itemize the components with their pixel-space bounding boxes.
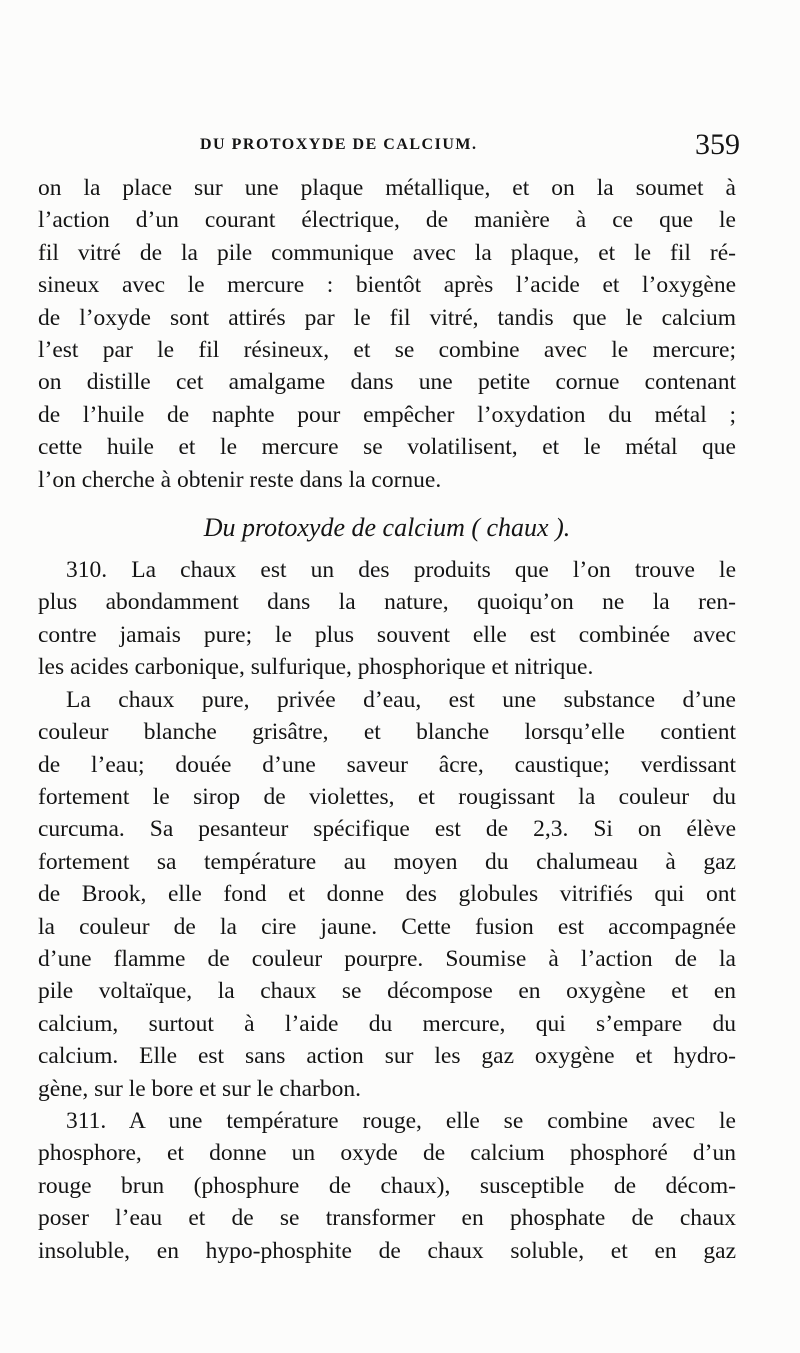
text-line: calcium, surtout à l’aide du mercure, qui s’empare du [38,1010,736,1037]
text-line: les acides carbonique, sulfurique, phosphorique et nitrique. [38,654,594,681]
text-line: La chaux pure, privée d’eau, est une substance d’une [66,686,736,713]
text-line: l’action d’un courant électrique, de manière à ce que le [38,207,736,234]
text-line: poser l’eau et de se transformer en phosphate de chaux [38,1205,736,1232]
text-line: phosphore, et donne un oxyde de calcium phosphoré d’un [38,1140,736,1167]
text-line: sineux avec le mercure : bientôt après l’acide et l’oxygène [38,272,736,299]
page-body [38,172,736,1267]
section-heading: Du protoxyde de calcium ( chaux ). [203,513,571,543]
text-line: on la place sur une plaque métallique, et on la soumet à [38,175,736,201]
text-line: de l’huile de naphte pour empêcher l’oxydation du métal ; [38,401,736,428]
text-line: on distille cet amalgame dans une petite cornue contenant [38,369,736,396]
text-line: d’une flamme de couleur pourpre. Soumise à l’action de la [38,945,736,972]
text-line: de l’oxyde sont attirés par le fil vitré, tandis que le calcium [38,304,736,331]
text-line: pile voltaïque, la chaux se décompose en oxygène et en [38,978,736,1005]
text-line: fortement sa température au moyen du chalumeau à gaz [38,848,736,875]
text-line: cette huile et le mercure se volatilisent, et le métal que [38,434,736,461]
text-line: 310. La chaux est un des produits que l’on trouve le [66,557,736,584]
text-line: insoluble, en hypo-phosphite de chaux soluble, et en gaz [38,1237,736,1264]
text-line: l’est par le fil résineux, et se combine avec le mercure; [38,337,736,364]
text-line: de l’eau; douée d’une saveur âcre, caustique; verdissant [38,751,736,778]
text-line: couleur blanche grisâtre, et blanche lorsqu’elle contient [38,719,736,746]
text-line: plus abondamment dans la nature, quoiqu’on ne la ren- [38,589,736,616]
page-number: 359 [695,128,740,161]
text-line: gène, sur le bore et sur le charbon. [38,1075,361,1102]
paragraph-properties [38,684,736,1105]
paragraph-311 [38,1105,736,1267]
running-title: DU PROTOXYDE DE CALCIUM. [200,136,478,153]
text-line: de Brook, elle fond et donne des globules vitrifiés qui ont [38,881,736,908]
text-line: la couleur de la cire jaune. Cette fusion est accompagnée [38,913,736,940]
text-line: rouge brun (phosphure de chaux), susceptible de décom- [38,1172,736,1199]
text-line: fil vitré de la pile communique avec la plaque, et le fil ré- [38,239,736,266]
text-line: fortement le sirop de violettes, et rougissant la couleur du [38,783,736,810]
text-line: calcium. Elle est sans action sur les gaz oxygène et hydro- [38,1043,736,1070]
paragraph-310 [38,554,736,684]
text-line: l’on cherche à obtenir reste dans la cornue. [38,466,442,493]
text-line: curcuma. Sa pesanteur spécifique est de 2,3. Si on élève [38,816,736,843]
paragraph-continuation [38,172,736,496]
text-line: 311. A une température rouge, elle se combine avec le [66,1107,736,1134]
running-header [40,128,740,164]
text-line: contre jamais pure; le plus souvent elle est combinée avec [38,621,736,648]
